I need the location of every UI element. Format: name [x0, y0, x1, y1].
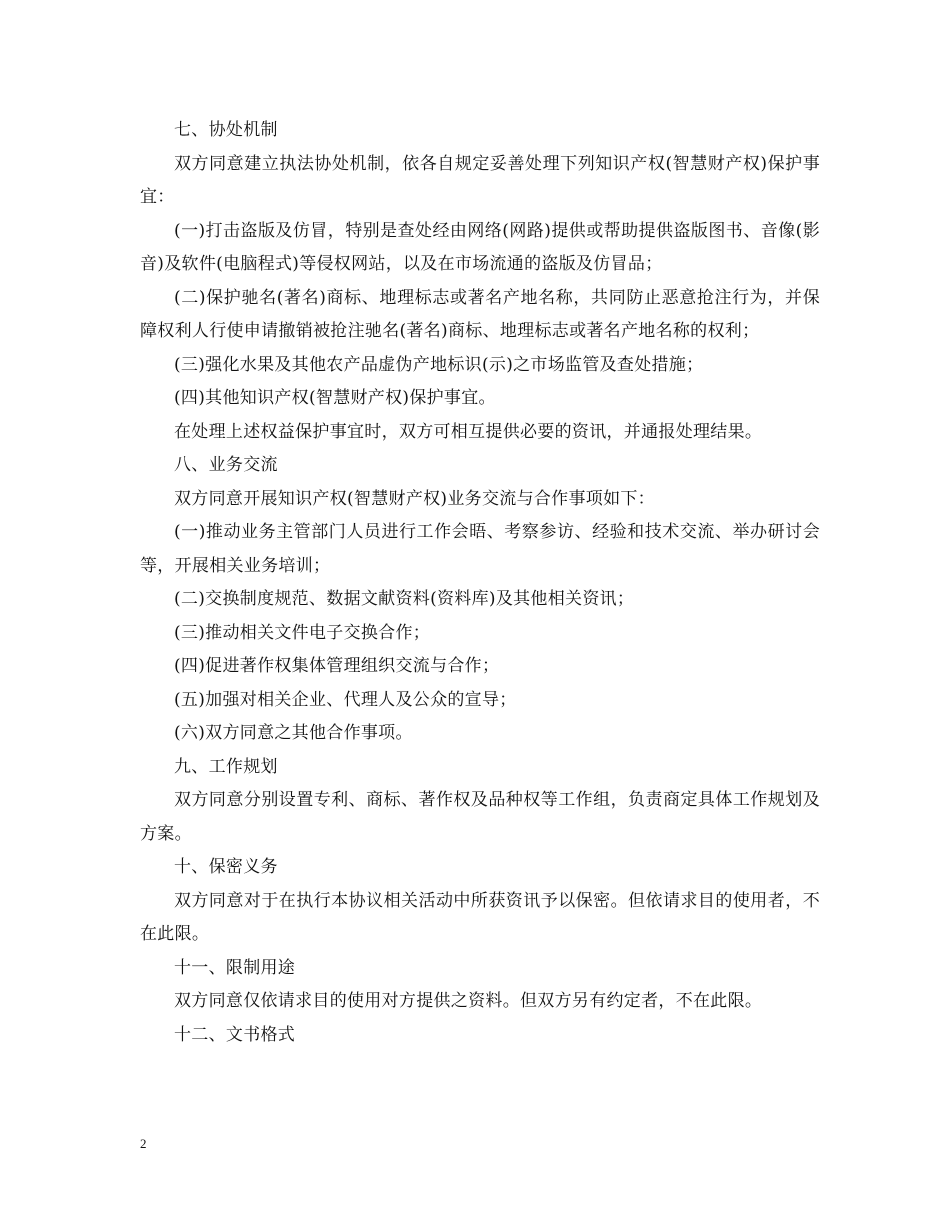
section-heading-11: 十一、限制用途	[174, 957, 296, 978]
list-item: (五)加强对相关企业、代理人及公众的宣导；	[174, 689, 517, 710]
list-item: (四)其他知识产权(智慧财产权)保护事宜。	[174, 388, 496, 408]
paragraph: 双方同意分别设置专利、商标、著作权及品种权等工作组，负责商定具体工作规划及方案。	[140, 790, 820, 844]
section-heading-10: 十、保密义务	[174, 857, 278, 877]
list-item: (四)促进著作权集体管理组织交流与合作；	[174, 656, 500, 676]
list-item: (六)双方同意之其他合作事项。	[174, 723, 413, 743]
section-heading-7: 七、协处机制	[174, 120, 278, 140]
page-number: 2	[140, 1136, 147, 1151]
paragraph: 双方同意对于在执行本协议相关活动中所获资讯予以保密。但依请求目的使用者，不在此限。	[140, 890, 820, 944]
list-item: (三)推动相关文件电子交换合作；	[174, 622, 431, 643]
section-heading-9: 九、工作规划	[174, 756, 278, 777]
list-item: (三)强化水果及其他农产品虚伪产地标识(示)之市场监管及查处措施；	[174, 354, 704, 375]
paragraph: 在处理上述权益保护事宜时，双方可相互提供必要的资讯，并通报处理结果。	[174, 421, 763, 442]
list-item: (一)推动业务主管部门人员进行工作会晤、考察参访、经验和技术交流、举办研讨会等，开展相关业务培训；	[140, 522, 820, 576]
list-item: (二)保护驰名(著名)商标、地理标志或著名产地名称，共同防止恶意抢注行为，并保障权利人行使申请撤销被抢注驰名(著名)商标、地理标志或著名产地名称的权利；	[140, 287, 820, 341]
paragraph: 双方同意建立执法协处机制，依各自规定妥善处理下列知识产权(智慧财产权)保护事宜：	[140, 153, 820, 207]
paragraph: 双方同意仅依请求目的使用对方提供之资料。但双方另有约定者，不在此限。	[174, 991, 763, 1011]
paragraph: 双方同意开展知识产权(智慧财产权)业务交流与合作事项如下：	[174, 488, 655, 509]
section-heading-8: 八、业务交流	[174, 455, 278, 475]
document-body	[140, 114, 820, 1052]
section-heading-12: 十二、文书格式	[174, 1024, 296, 1045]
list-item: (一)打击盗版及仿冒，特别是查处经由网络(网路)提供或帮助提供盗版图书、音像(影音)及软件(电脑程式)等侵权网站，以及在市场流通的盗版及仿冒品；	[140, 220, 820, 274]
list-item: (二)交换制度规范、数据文献资料(资料库)及其他相关资讯；	[174, 589, 635, 609]
